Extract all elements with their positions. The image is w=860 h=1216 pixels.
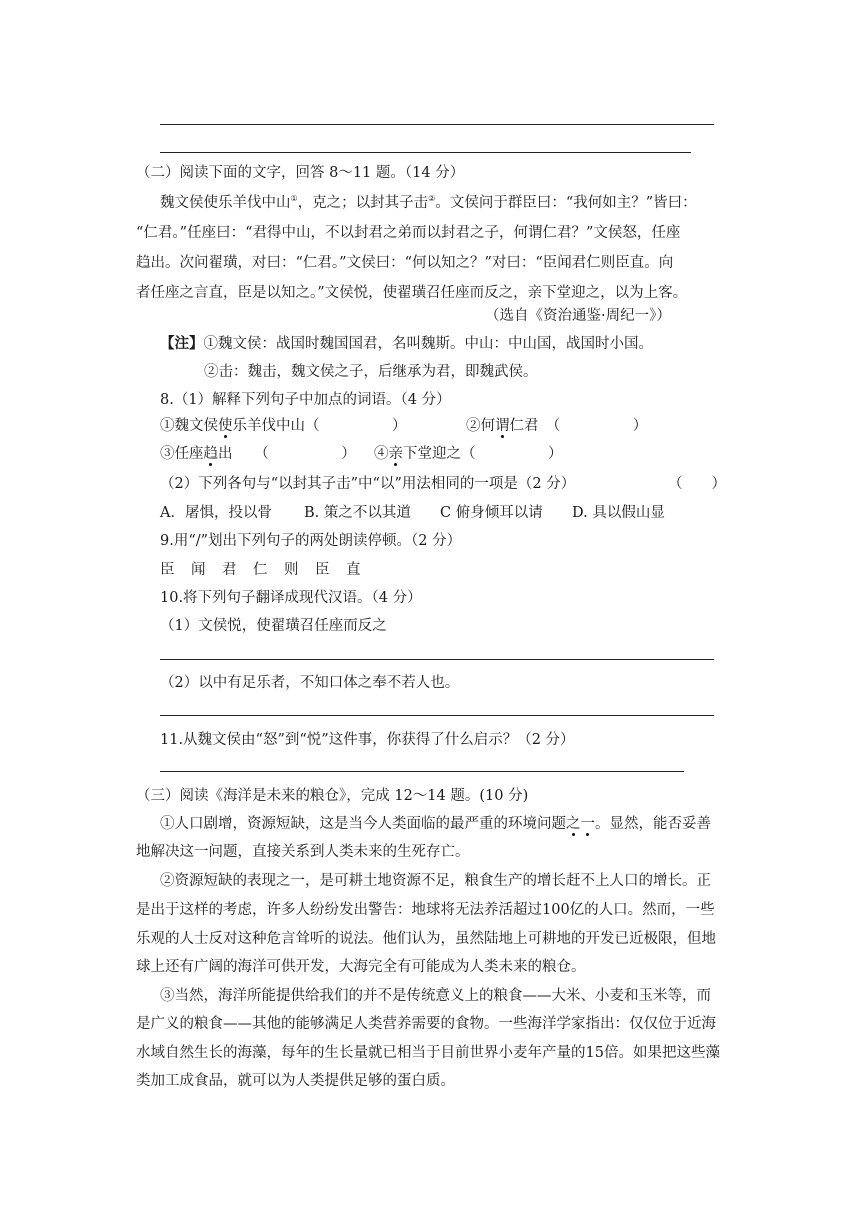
question-10-item-2: （2）以中有足乐者，不知口体之奉不若人也。 xyxy=(160,675,460,691)
footnote-marker: ① xyxy=(290,194,298,203)
passage-line: ②资源短缺的表现之一，是可耕土地资源不足，粮食生产的增长赶不上人口的增长。正 xyxy=(160,873,711,889)
note-2: ②击：魏击，魏文侯之子，后继承为君，即魏武侯。 xyxy=(204,364,538,380)
section-3-heading: （三）阅读《海洋是未来的粮仓》，完成 12～14 题。(10 分) xyxy=(136,788,529,804)
question-8-item-3: ③任座趋出 （ ） xyxy=(160,446,356,462)
answer-line xyxy=(160,152,691,153)
passage-line: “仁君。”任座曰：“君得中山，不以封君之弟而以封君之子，何谓仁君？”文侯怒，任座 xyxy=(136,225,681,241)
answer-line xyxy=(160,771,684,772)
dotted-word: 谓 xyxy=(495,418,510,434)
passage-line: 是广义的粮食——其他的能够满足人类营养需要的食物。一些海洋学家指出：仅仅位于近海 xyxy=(136,1016,716,1032)
answer-line xyxy=(160,659,714,660)
option-d: D. 具以假山显 xyxy=(572,505,665,521)
question-10-item-1: （1）文侯悦，使翟璜召任座而反之 xyxy=(160,618,387,634)
answer-line xyxy=(160,715,714,716)
passage-line: 是出于这样的考虑，许多人纷纷发出警告：地球将无法养活超过100亿的人口。然而，一些 xyxy=(136,902,715,918)
dotted-word: 之 xyxy=(566,816,581,832)
passage-line: 趋出。次问翟璜，对曰：“仁君。”文侯曰：“何以知之？”对曰：“臣闻君仁则臣直。向 xyxy=(136,255,674,271)
answer-line xyxy=(160,124,714,125)
question-10: 10.将下列句子翻译成现代汉语。（4 分） xyxy=(160,590,422,606)
source-citation: （选自《资治通鉴·周纪一》） xyxy=(485,308,671,324)
dotted-word: 趋 xyxy=(203,446,218,462)
dotted-word: 使 xyxy=(218,418,233,434)
footnote-marker: ② xyxy=(428,194,436,203)
question-8-item-1: ①魏文侯使乐羊伐中山（ ） xyxy=(160,418,407,434)
dotted-word: 一 xyxy=(580,816,595,832)
question-11: 11.从魏文侯由“怒”到“悦”这件事，你获得了什么启示？（2 分） xyxy=(160,732,575,748)
question-8-part-2: （2）下列各句与“以封其子击”中“以”用法相同的一项是（2 分） xyxy=(160,476,576,492)
note-1: 【注】①魏文侯：战国时魏国国君，名叫魏斯。中山：中山国，战国时小国。 xyxy=(160,335,653,352)
question-8-item-2: ②何谓仁君 （ ） xyxy=(466,418,648,434)
passage-line: ①人口剧增，资源短缺，这是当今人类面临的最严重的环境问题之一。显然，能否妥善 xyxy=(160,816,711,832)
passage-line: 魏文侯使乐羊伐中山①，克之；以封其子击②。文侯问于群臣曰：“我何如主？”皆曰： xyxy=(160,194,697,211)
note-label: 【注】 xyxy=(160,335,204,352)
question-9-sentence: 臣 闻 君 仁 则 臣 直 xyxy=(160,562,362,578)
option-a: A．屠惧，投以骨 xyxy=(160,505,272,521)
passage-line: 地解决这一问题，直接关系到人类未来的生死存亡。 xyxy=(136,844,470,860)
passage-line: 水域自然生长的海藻，每年的生长量就已相当于目前世界小麦年产量的15倍。如果把这些藻 xyxy=(136,1045,720,1061)
question-8: 8.（1）解释下列句子中加点的词语。（4 分） xyxy=(160,392,451,408)
question-9: 9.用“/”划出下列句子的两处朗读停顿。（2 分） xyxy=(160,533,462,549)
passage-line: 球上还有广阔的海洋可供开发，大海完全有可能成为人类未来的粮仓。 xyxy=(136,959,586,975)
passage-line: 类加工成食品，就可以为人类提供足够的蛋白质。 xyxy=(136,1073,455,1089)
passage-line: 者任座之言直，臣是以知之。”文侯悦，使翟璜召任座而反之，亲下堂迎之，以为上客。 xyxy=(136,285,688,301)
passage-line: ③当然，海洋所能提供给我们的并不是传统意义上的粮食——大米、小麦和玉米等，而 xyxy=(160,988,711,1004)
question-8-item-4: ④亲下堂迎之（ ） xyxy=(374,446,563,462)
section-2-heading: （二）阅读下面的文字，回答 8～11 题。（14 分） xyxy=(136,165,465,181)
dotted-word: 亲 xyxy=(388,446,403,462)
option-b: B. 策之不以其道 xyxy=(304,505,411,521)
option-c: C 俯身倾耳以请 xyxy=(440,505,543,521)
passage-line: 乐观的人士反对这种危言耸听的说法。他们认为，虽然陆地上可耕地的开发已近极限，但地 xyxy=(136,931,716,947)
answer-paren: （ ） xyxy=(668,476,726,492)
